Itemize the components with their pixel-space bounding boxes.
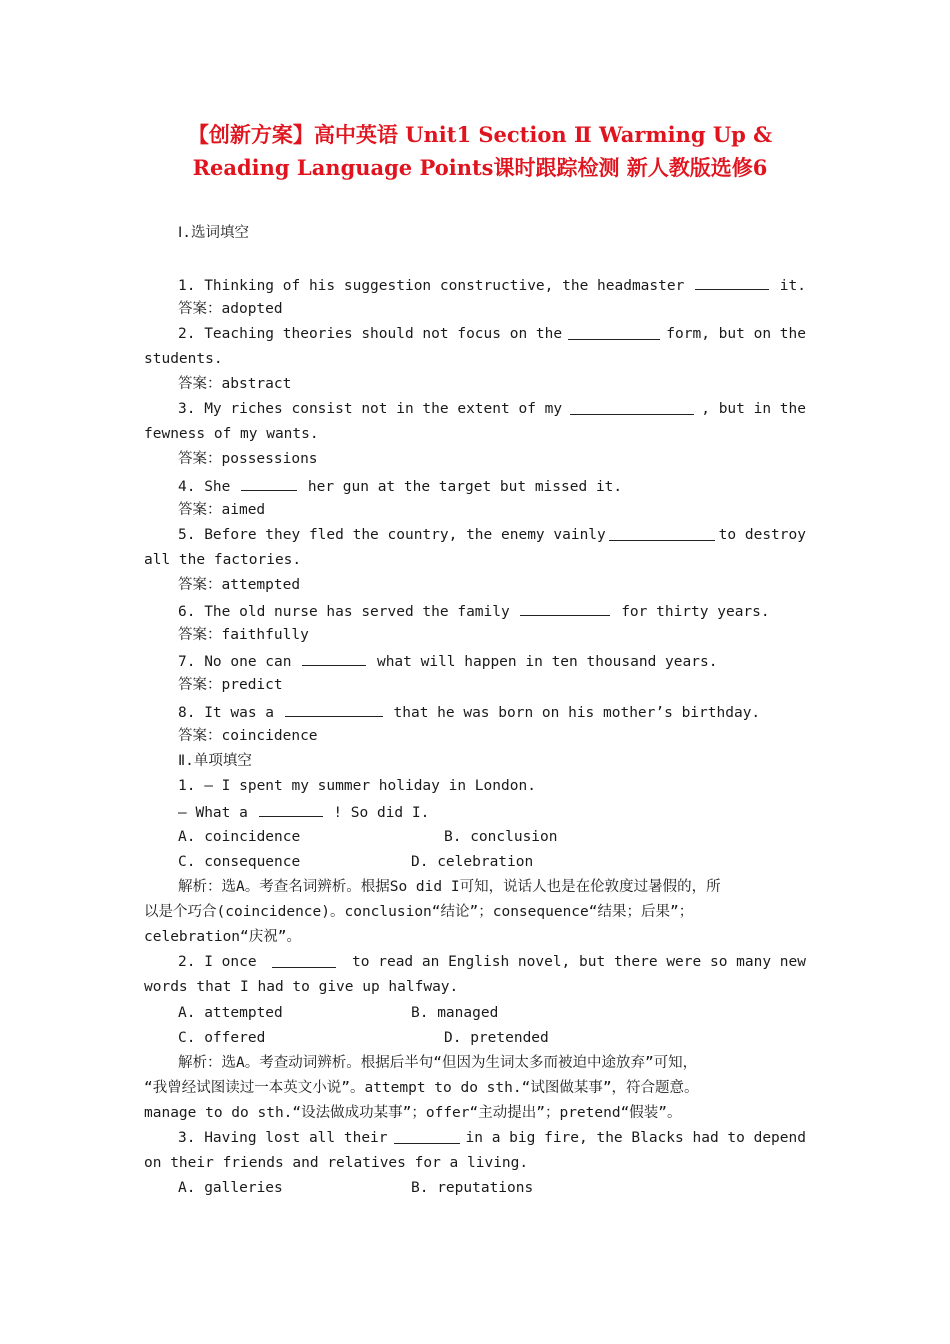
s2-q3-text-pre: 3. Having lost all their <box>178 1130 388 1146</box>
s1-q4-line <box>178 475 622 497</box>
document-title-line-2: Reading Language Points课时跟踪检测 新人教版选修6 <box>192 155 768 180</box>
s2-q1-blank <box>259 801 323 817</box>
s1-q4-answer: 答案：aimed <box>178 502 266 518</box>
s1-q8-text-post: that he was born on his mother’s birthday. <box>393 705 761 721</box>
s1-q6-line <box>178 600 770 622</box>
s1-q5-blank <box>609 525 715 541</box>
s1-q7-line <box>178 650 717 672</box>
s2-q1-option-d: D. celebration <box>411 854 534 870</box>
s1-q1-blank <box>695 274 769 290</box>
s1-q5-continuation: all the factories. <box>144 552 302 568</box>
s2-q1-line-1: 1. — I spent my summer holiday in London. <box>178 778 536 794</box>
s1-q4-blank <box>241 475 297 491</box>
s2-q1-option-c: C. consequence <box>178 854 301 870</box>
s1-q7-blank <box>302 650 366 666</box>
s1-q1-line <box>178 274 806 296</box>
s2-q1-explanation-1: 解析：选A。考查名词辨析。根据So did I可知，说话人也是在伦敦度过暑假的，所 <box>178 879 721 895</box>
s1-q4-text-pre: 4. She <box>178 479 231 495</box>
s1-q1-answer: 答案：adopted <box>178 301 283 317</box>
s2-q2-option-b: B. managed <box>411 1005 499 1021</box>
s2-q2-blank <box>272 952 336 968</box>
s2-q3-text-post: in a big fire, the Blacks had to depend <box>465 1130 806 1146</box>
s2-q2-text-pre: 2. I once <box>178 954 257 970</box>
s2-q1-explanation-2: 以是个巧合(coincidence)。conclusion“结论”；consequence“结果；后果”； <box>144 904 694 920</box>
s1-q3-text-post: , but in the <box>701 401 806 417</box>
s2-q2-option-d: D. pretended <box>444 1030 549 1046</box>
s1-q4-text-post: her gun at the target but missed it. <box>307 479 623 495</box>
s1-q1-text-pre: 1. Thinking of his suggestion constructive, the headmaster <box>178 278 685 294</box>
s2-q3-line-1 <box>178 1128 806 1148</box>
s1-q3-answer: 答案：possessions <box>178 451 318 467</box>
s1-q3-continuation: fewness of my wants. <box>144 426 319 442</box>
s1-q8-line <box>178 701 760 723</box>
section-2-heading: Ⅱ.单项填空 <box>178 753 252 769</box>
s1-q8-answer: 答案：coincidence <box>178 728 318 744</box>
s1-q2-text-post: form, but on the <box>666 326 806 342</box>
s1-q2-text-pre: 2. Teaching theories should not focus on the <box>178 326 563 342</box>
s1-q2-line <box>178 324 806 344</box>
s2-q1-option-a: A. coincidence <box>178 829 301 845</box>
s1-q3-line <box>178 399 806 419</box>
s2-q2-explanation-1: 解析：选A。考查动词辨析。根据后半句“但因为生词太多而被迫中途放弃”可知， <box>178 1055 698 1071</box>
s1-q7-answer: 答案：predict <box>178 677 283 693</box>
document-title-line-1: 【创新方案】高中英语 Unit1 Section Ⅱ Warming Up & <box>187 122 773 147</box>
s2-q1-explanation-3: celebration“庆祝”。 <box>144 929 301 945</box>
s1-q5-text-pre: 5. Before they fled the country, the enemy vainly <box>178 527 606 543</box>
s1-q2-answer: 答案：abstract <box>178 376 292 392</box>
s2-q3-line-2: on their friends and relatives for a living. <box>144 1155 529 1171</box>
s2-q2-text-post: to read an English novel, but there were so many new <box>352 954 806 970</box>
s1-q5-answer: 答案：attempted <box>178 577 301 593</box>
s2-q2-line-1 <box>178 952 806 972</box>
s2-q2-option-a: A. attempted <box>178 1005 283 1021</box>
s1-q1-text-post: it. <box>779 278 806 294</box>
s1-q6-answer: 答案：faithfully <box>178 627 309 643</box>
s2-q2-line-2: words that I had to give up halfway. <box>144 979 459 995</box>
s2-q2-explanation-3: manage to do sth.“设法做成功某事”；offer“主动提出”；pretend“假装”。 <box>144 1105 682 1121</box>
s1-q6-text-post: for thirty years. <box>621 604 770 620</box>
s2-q1-text-post: ! So did I. <box>333 805 430 821</box>
s2-q2-explanation-2: “我曾经试图读过一本英文小说”。attempt to do sth.“试图做某事”，符合题意。 <box>144 1080 699 1096</box>
s1-q3-blank <box>570 399 694 415</box>
s2-q2-option-c: C. offered <box>178 1030 266 1046</box>
s1-q5-text-post: to destroy <box>718 527 806 543</box>
s1-q8-text-pre: 8. It was a <box>178 705 275 721</box>
s1-q5-line <box>178 525 806 545</box>
s2-q3-blank <box>394 1128 460 1144</box>
s1-q2-continuation: students. <box>144 351 223 367</box>
s2-q3-option-b: B. reputations <box>411 1180 534 1196</box>
s1-q7-text-post: what will happen in ten thousand years. <box>376 654 718 670</box>
s1-q6-blank <box>520 600 610 616</box>
s2-q3-option-a: A. galleries <box>178 1180 283 1196</box>
s1-q8-blank <box>285 701 383 717</box>
section-1-heading: Ⅰ.选词填空 <box>178 225 250 241</box>
s1-q3-text-pre: 3. My riches consist not in the extent of my <box>178 401 563 417</box>
s2-q1-text-pre: — What a <box>178 805 248 821</box>
s1-q2-blank <box>568 324 660 340</box>
s1-q7-text-pre: 7. No one can <box>178 654 292 670</box>
s1-q6-text-pre: 6. The old nurse has served the family <box>178 604 510 620</box>
s2-q1-option-b: B. conclusion <box>444 829 558 845</box>
s2-q1-line-2 <box>178 801 429 823</box>
